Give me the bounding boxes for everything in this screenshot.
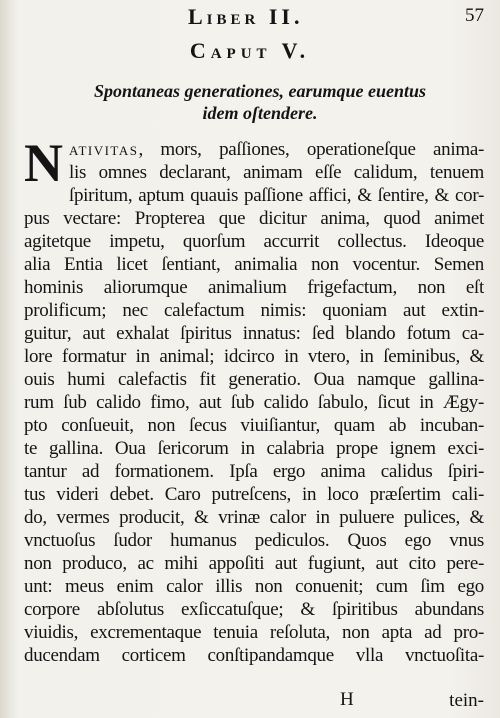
text-line: do, vermes producit, & vrinæ calor in puluere pulices, & <box>24 507 484 528</box>
text-line: alia Entia licet ſentiant, animalia non vocentur. Semen <box>24 254 484 275</box>
text-line: corpore abſolutus exſiccatuſque; & ſpiritibus abundans <box>24 599 484 620</box>
first-word: ativitas <box>69 139 139 160</box>
subtitle-line: Spontaneas generationes, earumque euentus <box>93 81 427 101</box>
subtitle-line: idem oſtendere. <box>202 103 318 123</box>
text-line: prolificum; nec calefactum nimis: quoniam aut extin- <box>24 300 484 321</box>
text-line: guitur, aut exhalat ſpiritus innatus: ſed blando fotum ca- <box>24 323 484 344</box>
page-number: 57 <box>465 5 484 26</box>
text-line: tus videri debet. Caro putreſcens, in loco præſertim cali- <box>24 484 484 505</box>
text-line: unt: meus enim calor illis non conuenit; cum ſim ego <box>24 576 484 597</box>
running-title: Liber II. <box>188 4 304 29</box>
text-line: pto conſueuit, non ſecus viuiſiantur, quam ab incuban- <box>24 415 484 436</box>
text-line: hominis aliorumque animalium frigefactum, non eſt <box>24 277 484 298</box>
text-line: viuidis, excrementaque tenuia reſoluta, non apta ad pro- <box>24 622 484 643</box>
text-line: vnctuoſus ſudor humanus pediculos. Quos ego vnus <box>24 530 484 551</box>
text-line: ſpiritum, aptum quauis paſſione affici, & ſentire, & cor- <box>69 185 484 206</box>
text-line: agitetque impetu, quorſum accurrit collectus. Ideoque <box>24 231 484 252</box>
chapter-subtitle <box>40 80 480 124</box>
signature-mark: H <box>340 689 354 710</box>
text-line: pus vectare: Propterea que dicitur anima, quod animet <box>24 208 484 229</box>
catchword: tein- <box>449 690 484 711</box>
text-line: non produco, ac mihi appoſiti aut fugiunt, aut cito pere- <box>24 553 484 574</box>
text-line: ducendam corticem conſtipandamque vlla vnctuoſita- <box>24 645 484 666</box>
text-line: rum ſub calido fimo, aut ſub calido ſabulo, ſicut in Ægy- <box>24 392 484 413</box>
text-line: lis omnes declarant, animam eſſe calidum, tenuem <box>69 162 484 183</box>
text-line: ouis humi calefactis fit generatio. Oua namque gallina- <box>24 369 484 390</box>
drop-cap: N <box>24 133 63 193</box>
text-line: te gallina. Oua ſericorum in calabria prope ignem exci- <box>24 438 484 459</box>
first-line-rest: , mors, paſſiones, operationeſque anima- <box>138 139 484 160</box>
body-text <box>24 133 484 667</box>
text-line: lore formatur in animal; idcirco in vtero, in ſeminibus, & <box>24 346 484 367</box>
running-head <box>0 4 500 30</box>
chapter-title: Caput V. <box>189 38 311 63</box>
text-line <box>24 138 484 161</box>
text-line: tantur ad formationem. Ipſa ergo anima calidus ſpiri- <box>24 461 484 482</box>
